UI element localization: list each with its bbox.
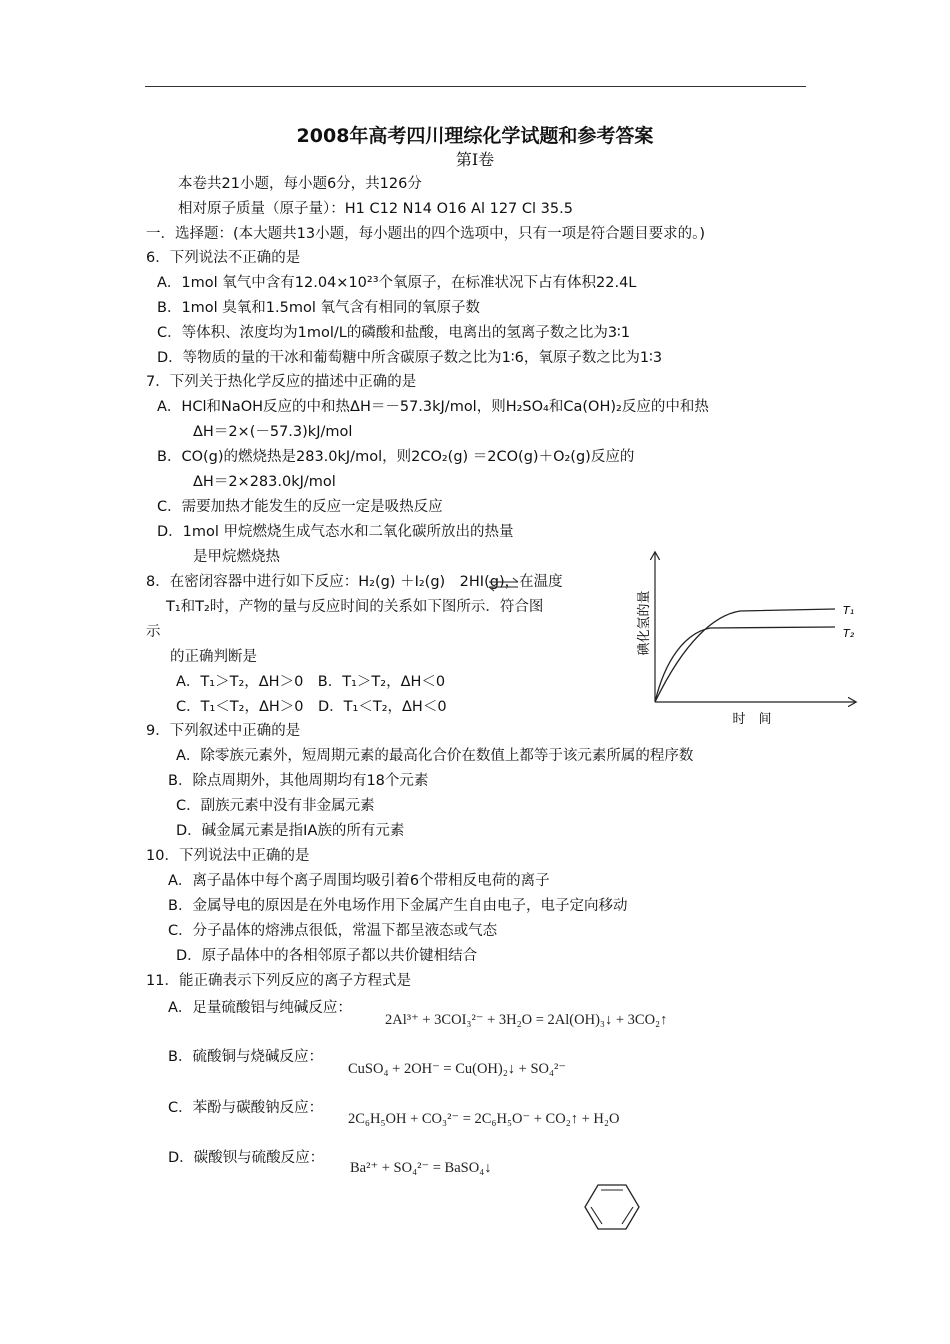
q9-option-c: C．副族元素中没有非金属元素 (176, 798, 375, 814)
q11-equation-d: Ba²⁺ + SO₄²⁻ = BaSO₄↓ (350, 1160, 492, 1176)
intro-line-1: 本卷共21小题，每小题6分，共126分 (178, 176, 422, 192)
q8-stem-line4: 的正确判断是 (170, 649, 257, 665)
q8-stem-line2: T₁和T₂时，产物的量与反应时间的关系如下图所示．符合图 (166, 599, 544, 615)
q7-option-b-line1: B．CO(g)的燃烧热是283.0kJ/mol，则2CO₂(g) ＝2CO(g)＋O₂(g)反应的 (157, 449, 635, 465)
q8-stem-line3: 示 (146, 624, 161, 640)
series-t1-curve (655, 609, 835, 702)
q8-options-ab: A．T₁＞T₂，ΔH＞0 B．T₁＞T₂，ΔH＜0 (176, 674, 446, 690)
q11-stem: 11．能正确表示下列反应的离子方程式是 (146, 973, 411, 989)
q6-option-c: C．等体积、浓度均为1mol/L的磷酸和盐酸，电离出的氢离子数之比为3∶1 (157, 325, 631, 341)
q7-option-d-line2: 是甲烷燃烧热 (193, 549, 280, 565)
q11-option-b: B．硫酸铜与烧碱反应： (168, 1049, 323, 1065)
x-axis-label: 时 间 (732, 712, 772, 727)
benzene-ring-icon (584, 1183, 640, 1231)
q9-option-d: D．碱金属元素是指ⅠA族的所有元素 (176, 823, 405, 839)
q6-option-a: A．1mol 氧气中含有12.04×10²³个氧原子，在标准状况下占有体积22.4L (157, 275, 637, 291)
hi-amount-vs-time-graph (630, 545, 865, 735)
q11-option-d: D．碳酸钡与硫酸反应： (168, 1150, 325, 1166)
q7-option-d-line1: D．1mol 甲烷燃烧生成气态水和二氧化碳所放出的热量 (157, 524, 514, 540)
q10-stem: 10．下列说法中正确的是 (146, 848, 310, 864)
q7-option-a-line1: A．HCl和NaOH反应的中和热ΔH＝－57.3kJ/mol，则H₂SO₄和Ca(OH)₂反应的中和热 (157, 399, 709, 415)
q11-option-c: C．苯酚与碳酸钠反应： (168, 1100, 324, 1116)
series-t1-label: T₁ (843, 604, 855, 617)
section-heading: 一．选择题：(本大题共13小题，每小题出的四个选项中，只有一项是符合题目要求的。) (146, 226, 706, 242)
equilibrium-arrow-icon (486, 577, 522, 593)
q10-option-c: C．分子晶体的熔沸点很低，常温下都呈液态或气态 (168, 923, 498, 939)
q9-stem: 9．下列叙述中正确的是 (146, 723, 301, 739)
q8-options-cd: C．T₁＜T₂，ΔH＞0 D．T₁＜T₂，ΔH＜0 (176, 699, 447, 715)
q8-stem-line1: 8．在密闭容器中进行如下反应：H₂(g) ＋I₂(g) 2HI(g)，在温度 (146, 574, 563, 590)
q11-equation-c: 2C₆H₅OH + CO₃²⁻ = 2C₆H₅O⁻ + CO₂↑ + H₂O (348, 1111, 620, 1127)
q7-option-b-line2: ΔH＝2×283.0kJ/mol (193, 474, 336, 490)
q7-stem: 7．下列关于热化学反应的描述中正确的是 (146, 374, 417, 390)
page-title: 2008年高考四川理综化学试题和参考答案 (296, 125, 654, 147)
series-t2-label: T₂ (843, 627, 855, 640)
q7-option-a-line2: ΔH＝2×(－57.3)kJ/mol (193, 424, 353, 440)
q10-option-b: B．金属导电的原因是在外电场作用下金属产生自由电子，电子定向移动 (168, 898, 628, 914)
header-rule (145, 86, 806, 87)
q10-option-d: D．原子晶体中的各相邻原子都以共价键相结合 (176, 948, 478, 964)
page-subtitle: 第Ⅰ卷 (455, 150, 495, 169)
q11-option-a: A．足量硫酸铝与纯碱反应： (168, 1000, 352, 1016)
y-axis-label: 碘化氢的量 (637, 590, 652, 656)
q6-stem: 6．下列说法不正确的是 (146, 250, 301, 266)
q6-option-d: D．等物质的量的干冰和葡萄糖中所含碳原子数之比为1∶6，氧原子数之比为1∶3 (157, 350, 663, 366)
q7-option-c: C．需要加热才能发生的反应一定是吸热反应 (157, 499, 443, 515)
q11-equation-b: CuSO₄ + 2OH⁻ = Cu(OH)₂↓ + SO₄²⁻ (348, 1061, 567, 1077)
intro-line-2: 相对原子质量（原子量）：H1 C12 N14 O16 Al 127 Cl 35.5 (178, 201, 573, 217)
series-t2-curve (655, 627, 835, 702)
q11-equation-a: 2Al³⁺ + 3COI₃²⁻ + 3H₂O = 2Al(OH)₃↓ + 3CO₂↑ (385, 1012, 668, 1028)
q9-option-a: A．除零族元素外，短周期元素的最高化合价在数值上都等于该元素所属的程序数 (176, 748, 694, 764)
q6-option-b: B．1mol 臭氧和1.5mol 氧气含有相同的氧原子数 (157, 300, 480, 316)
q9-option-b: B．除点周期外，其他周期均有18个元素 (168, 773, 429, 789)
q10-option-a: A．离子晶体中每个离子周围均吸引着6个带相反电荷的离子 (168, 873, 550, 889)
